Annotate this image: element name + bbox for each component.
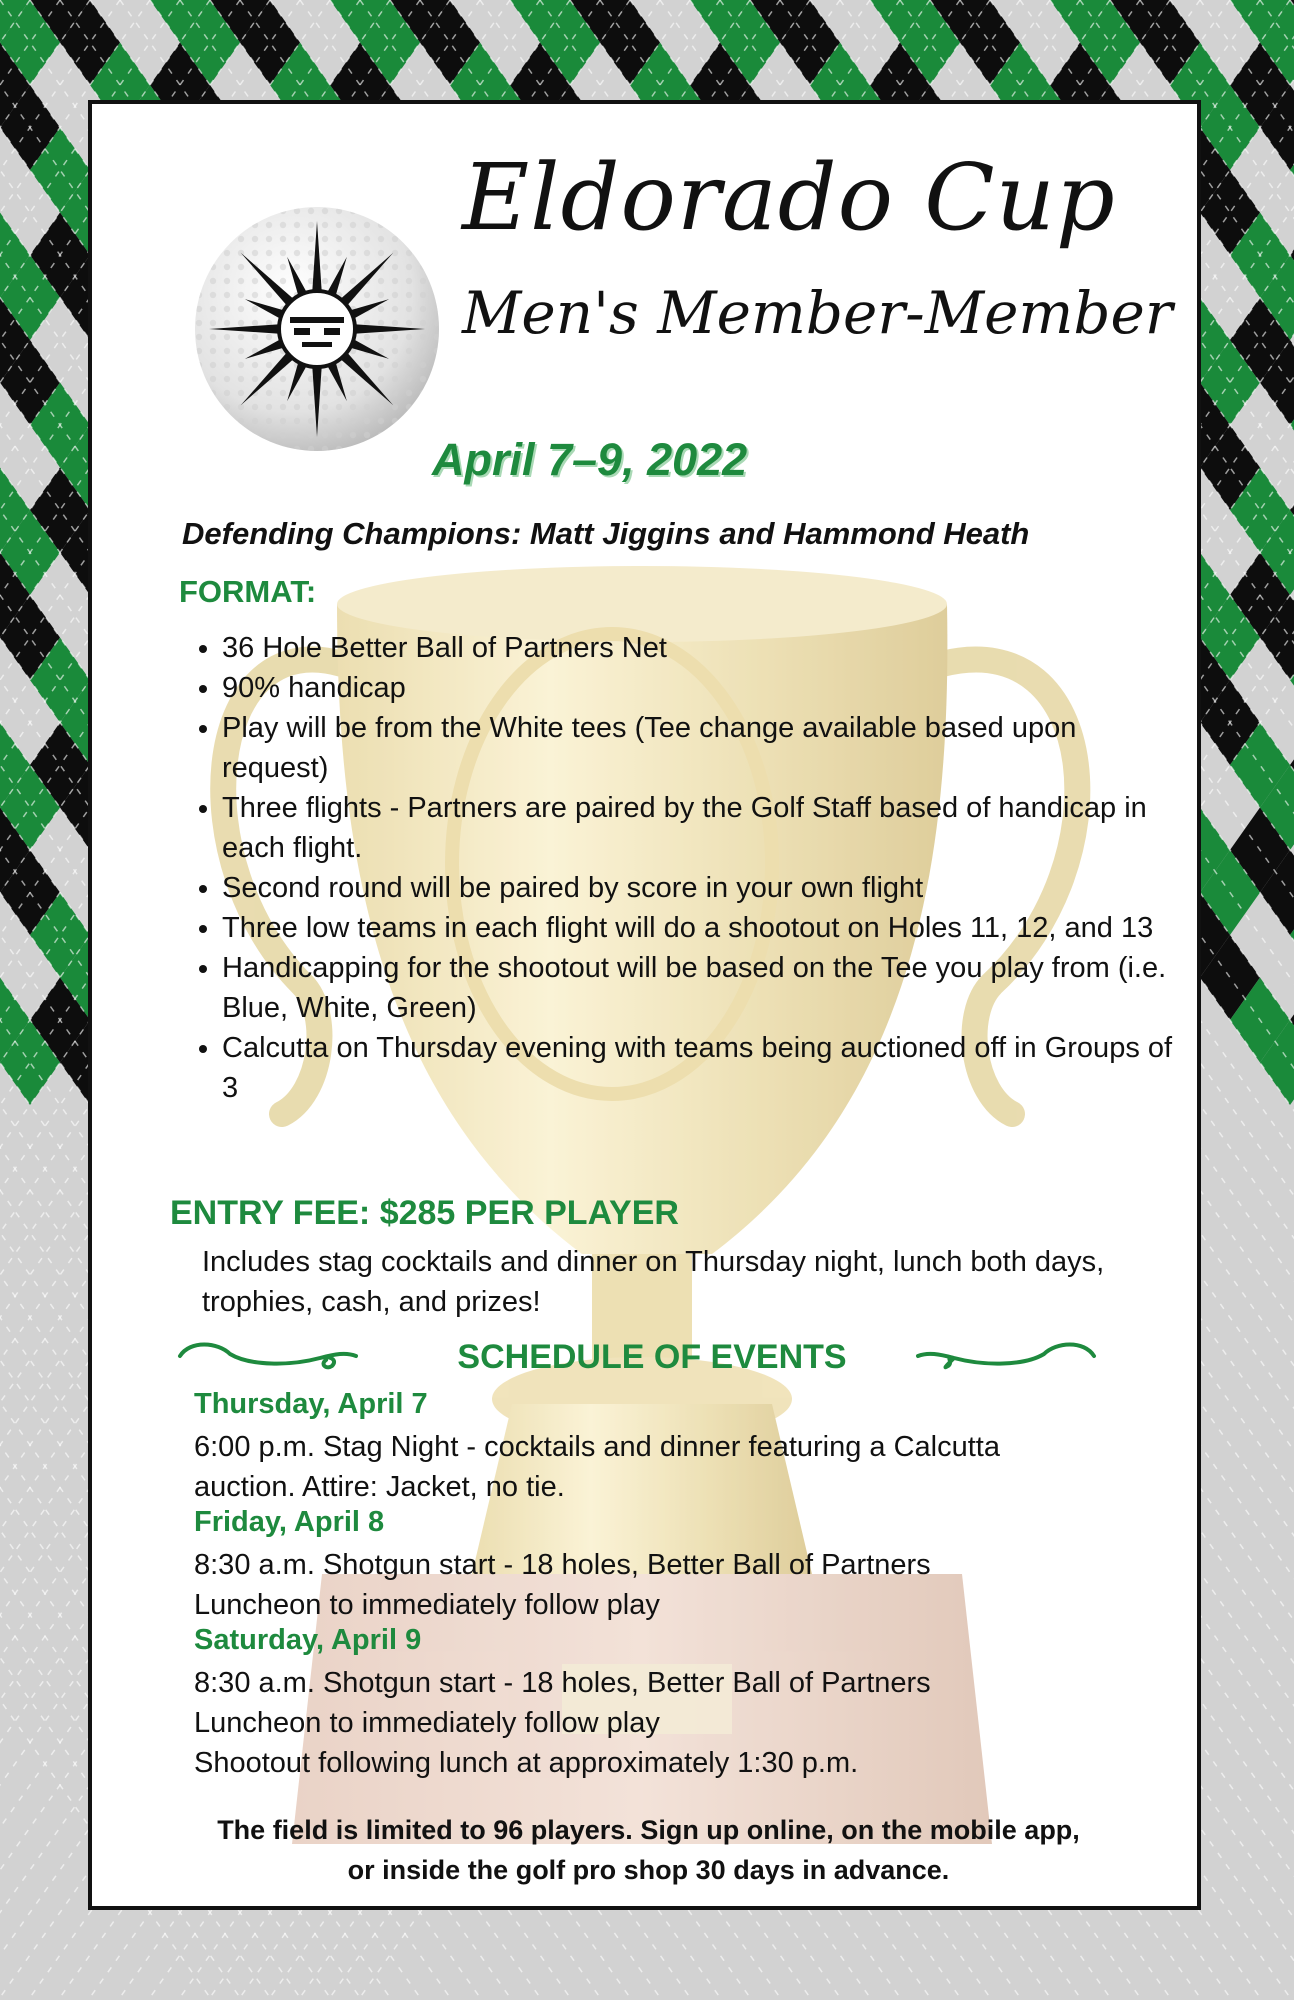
list-item: • 36 Hole Better Ball of Partners Net xyxy=(222,628,1182,668)
format-list xyxy=(178,628,1182,1108)
schedule-heading: SCHEDULE OF EVENTS xyxy=(457,1338,847,1376)
list-item: • Three low teams in each flight will do a shootout on Holes 11, 12, and 13 xyxy=(222,908,1182,948)
format-heading: FORMAT: xyxy=(179,574,317,609)
list-item: • Calcutta on Thursday evening with teams being auctioned off in Groups of 3 xyxy=(222,1028,1182,1108)
schedule-line: auction. Attire: Jacket, no tie. xyxy=(194,1471,565,1503)
schedule-line: 6:00 p.m. Stag Night - cocktails and dinner featuring a Calcutta xyxy=(194,1431,1000,1463)
list-item: • 90% handicap xyxy=(222,668,1182,708)
footer-line: The field is limited to 96 players. Sign up online, on the mobile app, xyxy=(217,1815,1080,1845)
list-item: • Play will be from the White tees (Tee change available based upon request) xyxy=(222,708,1182,788)
flourish-right-icon xyxy=(914,1336,1104,1376)
footer-note xyxy=(132,1810,1165,1890)
defending-champions: Defending Champions: Matt Jiggins and Hammond Heath xyxy=(182,516,1030,551)
entry-fee-text: Includes stag cocktails and dinner on Thursday night, lunch both days, trophies, cash, and prizes! xyxy=(202,1246,1105,1318)
day-label: Saturday, April 9 xyxy=(194,1624,422,1656)
schedule-line: 8:30 a.m. Shotgun start - 18 holes, Better Ball of Partners xyxy=(194,1667,931,1699)
schedule-line: Luncheon to immediately follow play xyxy=(194,1589,660,1621)
golf-ball-sun-logo-icon xyxy=(192,204,442,454)
schedule-line: Luncheon to immediately follow play xyxy=(194,1707,660,1739)
schedule-saturday xyxy=(194,1624,1154,1783)
list-item: • Three flights - Partners are paired by the Golf Staff based of handicap in each flight. xyxy=(222,788,1182,868)
list-item: • Handicapping for the shootout will be based on the Tee you play from (i.e. Blue, White, Green) xyxy=(222,948,1182,1028)
event-dates: April 7–9, 2022 xyxy=(432,434,748,485)
day-label: Friday, April 8 xyxy=(194,1506,385,1538)
schedule-friday xyxy=(194,1506,1154,1625)
schedule-line: Shootout following lunch at approximately 1:30 p.m. xyxy=(194,1747,859,1779)
flyer-panel xyxy=(88,100,1201,1910)
event-title: Eldorado Cup xyxy=(462,144,1116,251)
schedule-thursday xyxy=(194,1388,1154,1507)
event-subtitle: Men's Member-Member xyxy=(462,279,1173,347)
day-label: Thursday, April 7 xyxy=(194,1388,428,1420)
footer-line: or inside the golf pro shop 30 days in advance. xyxy=(347,1855,950,1885)
schedule-line: 8:30 a.m. Shotgun start - 18 holes, Better Ball of Partners xyxy=(194,1549,931,1581)
flourish-left-icon xyxy=(170,1336,360,1376)
list-item: • Second round will be paired by score in your own flight xyxy=(222,868,1182,908)
entry-fee-heading: ENTRY FEE: $285 PER PLAYER xyxy=(170,1194,679,1232)
